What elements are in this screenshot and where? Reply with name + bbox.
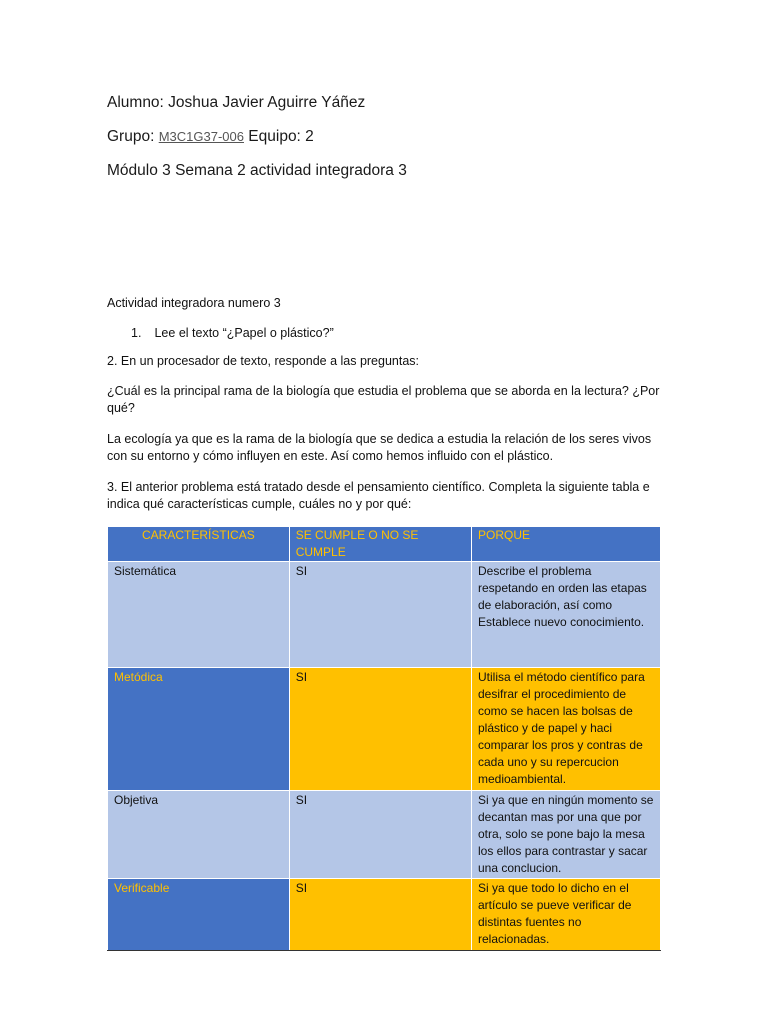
table-header-row [108, 527, 661, 562]
group-line [107, 128, 314, 146]
module-line: Módulo 3 Semana 2 actividad integradora 3 [107, 162, 407, 179]
cell-cumple: SI [289, 791, 471, 879]
header-se-cumple: SE CUMPLE O NO SE CUMPLE [289, 527, 471, 562]
question-3: 3. El anterior problema está tratado desde el pensamiento científico. Completa la siguiente tabla e indica qué características cumple, cuáles no y por qué: [107, 480, 650, 511]
table-row [108, 668, 661, 791]
table-row [108, 562, 661, 668]
header-caracteristicas: CARACTERÍSTICAS [108, 527, 290, 562]
cell-porque: Describe el problema respetando en orden las etapas de elaboración, así como Establece nuevo conocimiento. [472, 562, 661, 668]
table-row [108, 791, 661, 879]
cell-porque: Utilisa el método científico para desifrar el procedimiento de como se hacen las bolsas de plástico y de papel y haci comparar los pros y contras de cada uno y su repercucion medioambiental. [472, 668, 661, 791]
student-name: Alumno: Joshua Javier Aguirre Yáñez [107, 94, 366, 111]
cell-cumple: SI [289, 562, 471, 668]
group-code: M3C1G37-006 [158, 129, 244, 144]
team-label: Equipo: 2 [248, 128, 314, 145]
list-item-text: Lee el texto “¿Papel o plástico?” [154, 326, 334, 340]
characteristics-table [107, 526, 661, 951]
table-row [108, 879, 661, 951]
group-label: Grupo: [107, 128, 155, 145]
cell-caracteristica: Sistemática [108, 562, 290, 668]
cell-cumple: SI [289, 879, 471, 951]
question-biology-branch: ¿Cuál es la principal rama de la biología que estudia el problema que se aborda en la lectura? ¿Por qué? [107, 384, 660, 415]
cell-caracteristica: Metódica [108, 668, 290, 791]
cell-porque: Si ya que todo lo dicho en el artículo se pueve verificar de distintas fuentes no relacionadas. [472, 879, 661, 951]
question-2: 2. En un procesador de texto, responde a las preguntas: [107, 354, 420, 368]
list-item-1 [131, 325, 686, 342]
cell-caracteristica: Objetiva [108, 791, 290, 879]
cell-porque: Si ya que en ningún momento se decantan mas por una que por otra, solo se pone bajo la mesa los ellos para contrastar y sacar una conclucion. [472, 791, 661, 879]
cell-cumple: SI [289, 668, 471, 791]
answer-text: La ecología ya que es la rama de la biología que se dedica a estudia la relación de los seres vivos con su entorno y cómo influyen en este. Así como hemos influido con el plástico. [107, 432, 652, 463]
list-item-number: 1. [131, 326, 142, 340]
cell-caracteristica: Verificable [108, 879, 290, 951]
header-porque: PORQUE [472, 527, 661, 562]
activity-title: Actividad integradora numero 3 [107, 296, 281, 310]
